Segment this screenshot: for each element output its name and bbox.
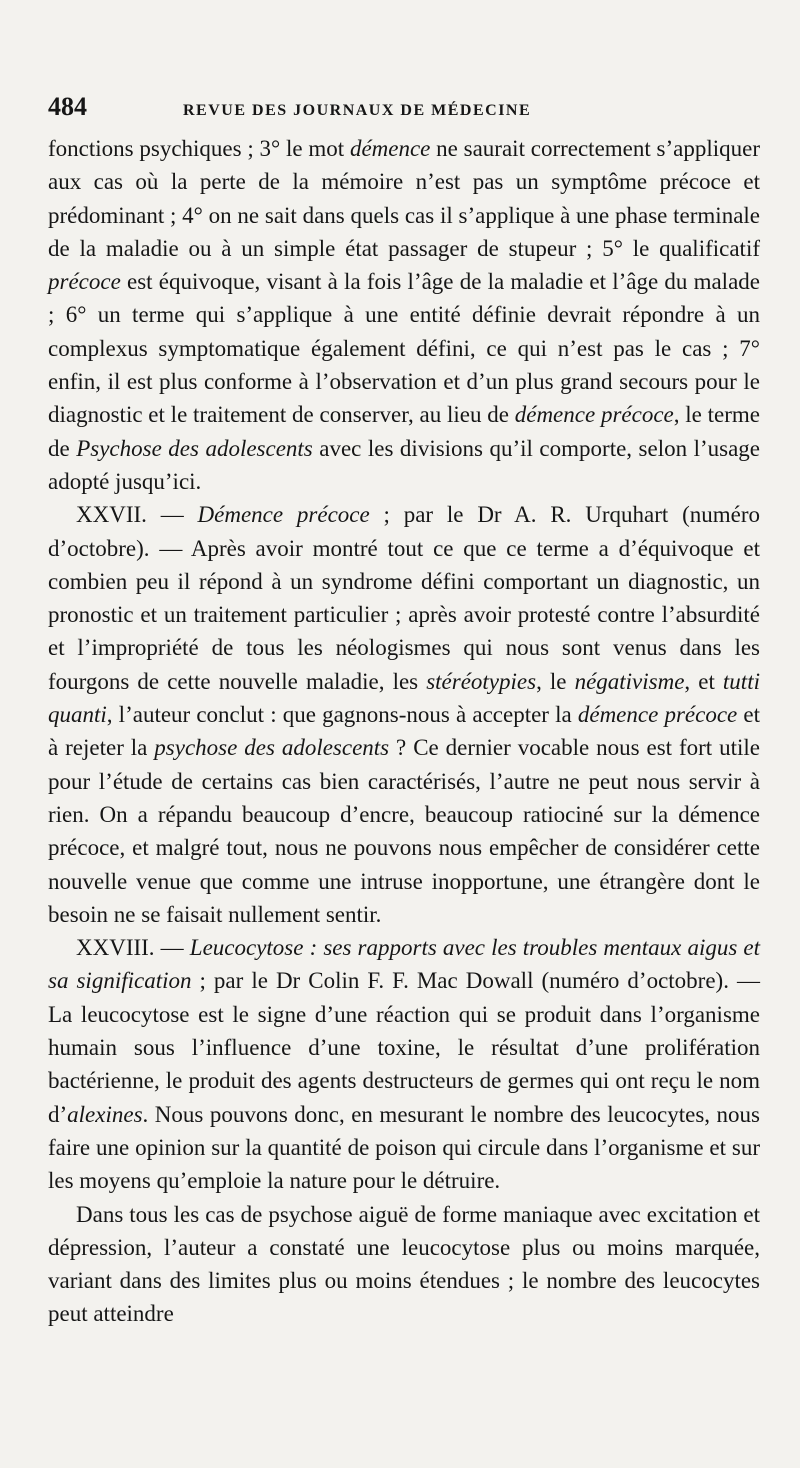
paragraph-3-mac-dowall <box>48 931 760 1197</box>
paragraph-4 <box>48 1198 760 1331</box>
italic-run: alexines <box>67 1101 143 1127</box>
text-run: , et <box>684 668 723 694</box>
italic-run: tutti quanti <box>48 668 760 728</box>
running-head: REVUE DES JOURNAUX DE MÉDECINE <box>183 102 532 119</box>
page-number: 484 <box>48 92 87 121</box>
text-run: Dans tous les cas de psychose aiguë de forme maniaque avec excitation et dépression, l’auteur a constaté une leucocytose plus ou moins marquée, variant dans des limites plus ou moins étendues ; le nombre des leucocytes peut atteindre <box>48 1201 760 1327</box>
article-title: Démence précoce <box>197 502 370 528</box>
text-run: ne saurait correctement s’appliquer aux cas où la perte de la mémoire n’est pas un symptôme précoce et prédominant ; 4° on ne sait dans quels cas il s’applique à une phase terminale de la maladie ou à un simple état passager de stupeur ; 5° le qualificatif <box>48 136 761 261</box>
text-run: est équivoque, visant à la fois l’âge de la maladie et l’âge du malade ; 6° un terme qui s’applique à une entité définie devrait répondre à un complexus symptomatique également défini, ce qui n’est pas le cas ; 7° enfin, il est plus conforme à l’observation et d’un plus grand secours pour le diagnostic et le traitement de conserver, au lieu de <box>48 269 760 428</box>
italic-run: démence précoce <box>514 402 674 428</box>
text-run: ; par le Dr Colin F. F. Mac Dowall (numéro d’octobre). — La leucocytose est le signe d’une réaction qui se produit dans l’organisme humain sous l’influence d’une toxine, le résultat d’une prolifération bactérienne, le produit des agents destructeurs de germes qui ont reçu le nom d’ <box>48 968 760 1127</box>
italic-run: Psychose des adolescents <box>76 435 313 461</box>
italic-run: démence précoce <box>577 702 738 728</box>
text-run: . Nous pouvons donc, en mesurant le nombre des leucocytes, nous faire une opinion sur la quantité de poison qui circule dans l’organisme et sur les moyens qu’emploie la nature pour le détruire. <box>48 1101 760 1194</box>
article-title: Leucocytose : ses rapports avec les troubles mentaux aigus et sa signification <box>48 935 760 994</box>
section-number: XXVIII. — <box>76 935 190 961</box>
italic-run: précoce <box>48 269 121 295</box>
paragraph-1 <box>48 132 760 498</box>
italic-run: psychose des adolescents <box>154 735 390 761</box>
text-run: ? Ce dernier vocable nous est fort utile pour l’étude de certains cas bien caractérisés, l’autre ne peut nous servir à rien. On a répandu beaucoup d’encre, beaucoup ratiociné sur la démence précoce, et malgré tout, nous ne pouvons nous empêcher de considérer cette nouvelle venue que comme une intruse inopportune, une étrangère dont le besoin ne se faisait nullement sentir. <box>48 735 760 927</box>
text-run: , le terme de <box>48 402 760 461</box>
italic-run: négativisme <box>574 668 685 694</box>
text-run: et à rejeter la <box>48 702 760 761</box>
page-header <box>48 92 760 128</box>
text-run: ; par le Dr A. R. Urquhart (numéro d’octobre). — Après avoir montré tout ce que ce terme a d’équivoque et combien peu il répond à un syndrome défini comportant un diagnostic, un pronostic et un traitement particulier ; après avoir protesté contre l’absurdité et l’impropriété de tous les néologismes qui nous sont venus dans les fourgons de cette nouvelle maladie, les <box>48 502 760 694</box>
text-run: avec les divisions qu’il comporte, selon l’usage adopté jusqu’ici. <box>48 435 761 494</box>
italic-run: stéréotypies <box>426 668 537 694</box>
section-number: XXVII. — <box>76 502 198 528</box>
paragraph-2-urquhart <box>48 498 760 931</box>
text-run: , l’auteur conclut : que gagnons-nous à accepter la <box>106 702 578 728</box>
text-run: , le <box>536 668 575 694</box>
text-run: fonctions psychiques ; 3° le mot <box>48 136 350 161</box>
italic-run: démence <box>349 136 431 161</box>
